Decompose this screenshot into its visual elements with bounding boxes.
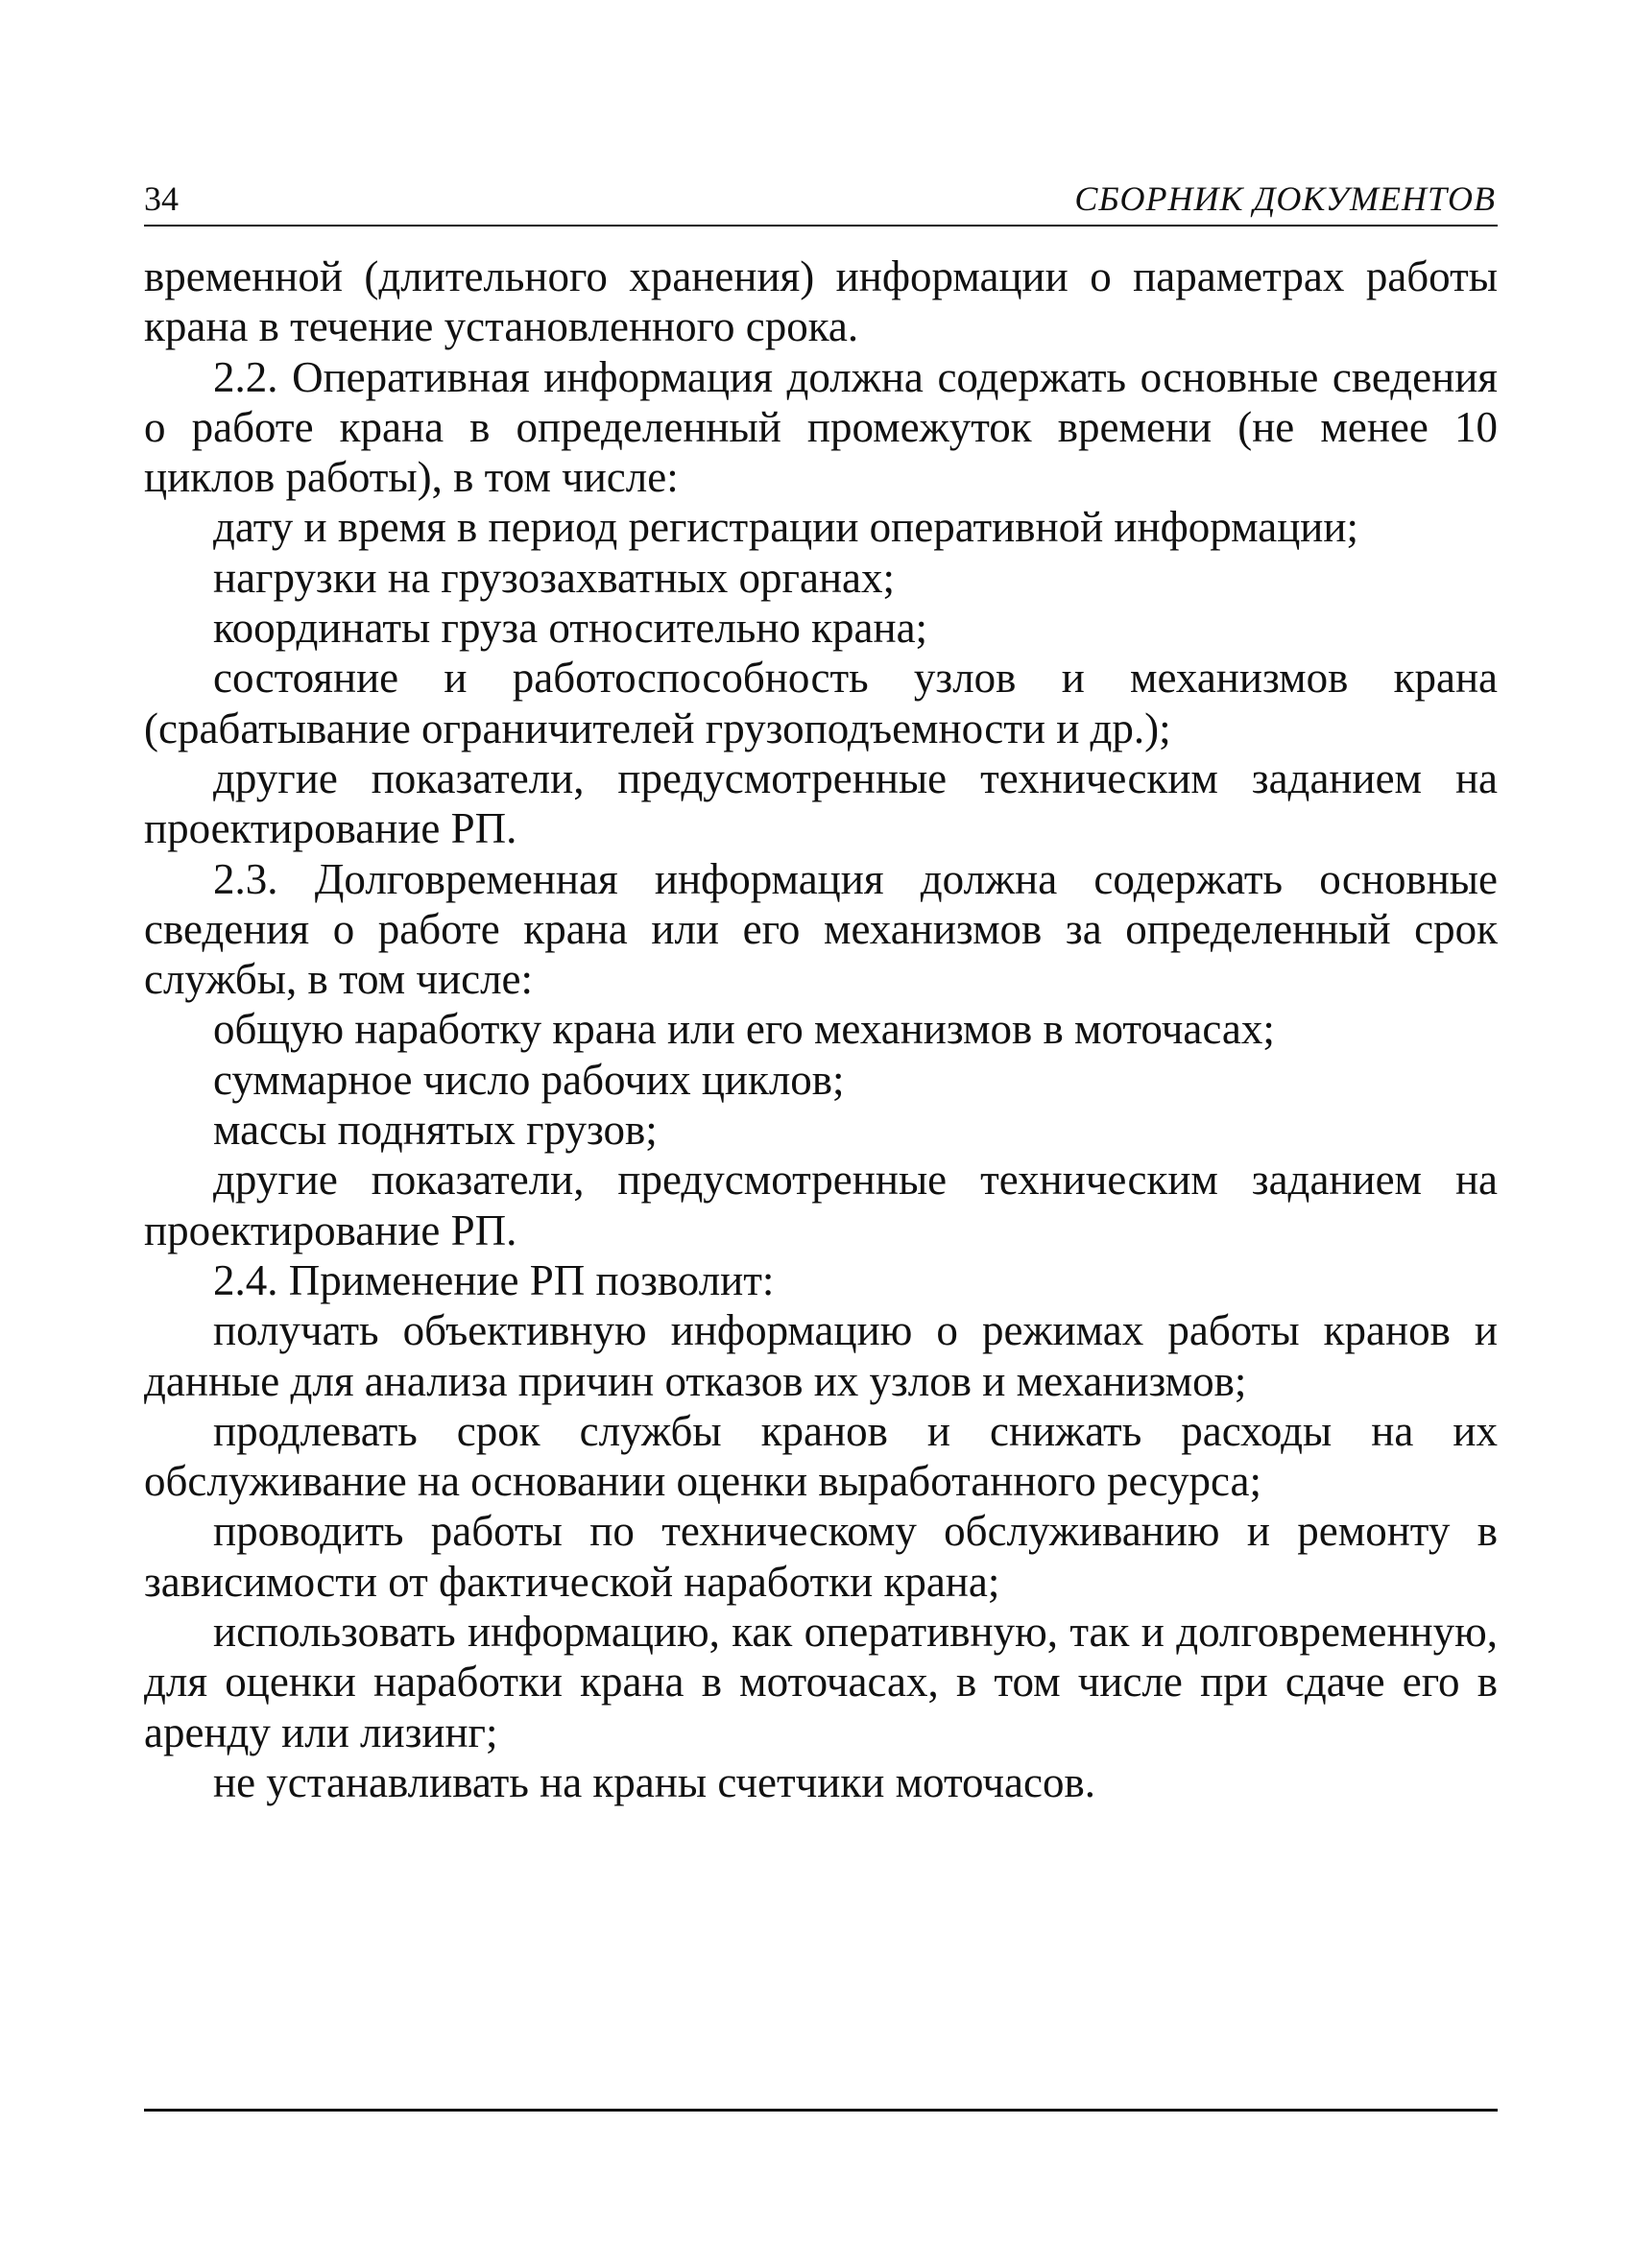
paragraph-continuation: временной (длительного хранения) информации о параметрах работы крана в течение установленного срока.: [144, 252, 1498, 351]
list-item: получать объективную информацию о режимах работы кранов и данные для анализа причин отказов их узлов и механизмов;: [144, 1306, 1498, 1405]
list-item: массы поднятых грузов;: [213, 1106, 658, 1155]
list-item: использовать информацию, как оперативную, так и долговременную, для оценки наработки крана в моточасах, в том числе при сдаче его в аренду или лизинг;: [144, 1608, 1498, 1756]
list-item: другие показатели, предусмотренные техническим заданием на проектирование РП.: [144, 753, 1498, 853]
paragraph-section-2-3: 2.3. Долговременная информация должна содержать основные сведения о работе крана или его механизмов за определенный срок службы, в том числе:: [144, 854, 1498, 1004]
list-item: проводить работы по техническому обслуживанию и ремонту в зависимости от фактической наработки крана;: [144, 1507, 1498, 1606]
running-title: СБОРНИК ДОКУМЕНТОВ: [1074, 179, 1496, 218]
paragraph-section-2-4: 2.4. Применение РП позволит:: [213, 1255, 775, 1304]
list-item: продлевать срок службы кранов и снижать расходы на их обслуживание на основании оценки выработанного ресурса;: [144, 1406, 1498, 1506]
list-item: общую наработку крана или его механизмов в моточасах;: [213, 1005, 1275, 1054]
list-item: другие показатели, предусмотренные техническим заданием на проектирование РП.: [144, 1156, 1498, 1254]
list-item: координаты груза относительно крана;: [213, 604, 928, 653]
list-item: нагрузки на грузозахватных органах;: [213, 553, 896, 602]
list-item: суммарное число рабочих циклов;: [213, 1055, 845, 1104]
page-number: 34: [144, 179, 179, 218]
footer-rule: [144, 2109, 1498, 2112]
page-header: [144, 173, 1498, 227]
list-item: дату и время в период регистрации оперативной информации;: [213, 503, 1358, 552]
paragraph-section-2-2: 2.2. Оперативная информация должна содержать основные сведения о работе крана в определенный промежуток времени (не менее 10 циклов работы), в том числе:: [144, 352, 1498, 502]
body-text: [144, 251, 1498, 1807]
list-item: не устанавливать на краны счетчики моточасов.: [213, 1757, 1095, 1806]
list-item: состояние и работоспособность узлов и механизмов крана (срабатывание ограничителей грузоподъемности и др.);: [144, 654, 1498, 752]
